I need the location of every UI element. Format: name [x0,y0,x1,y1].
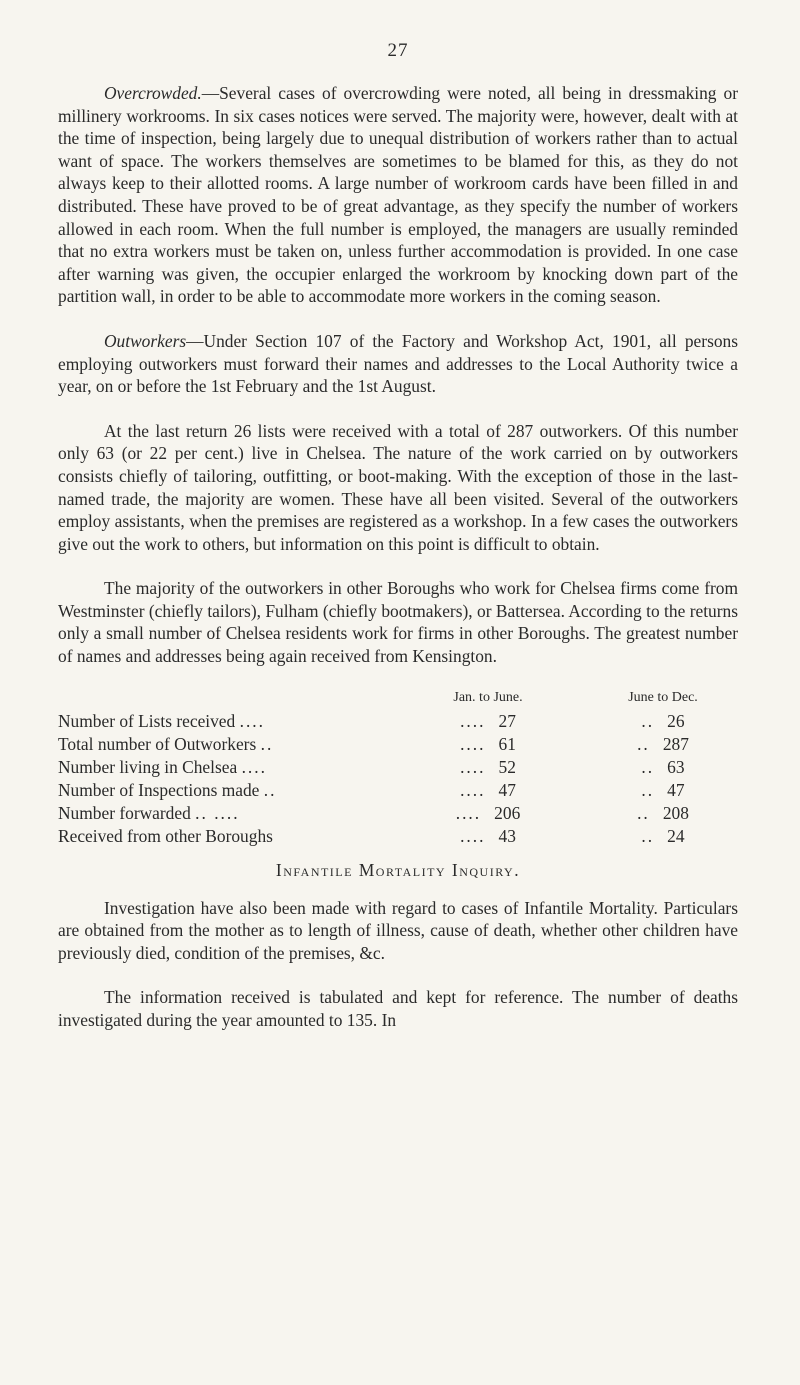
separator-dots: .. [641,825,655,846]
lead-outworkers: Outworkers [104,330,187,351]
separator-dots: .. [637,733,650,754]
value-june-dec: 287 [662,733,689,754]
header-june-dec: June to Dec. [628,689,698,705]
leader-dots: .... [241,756,267,777]
value-jan-june: 61 [498,733,516,754]
paragraph-investigation: Investigation have also been made with regard to cases of Infantile Mortality. Particulars are obtained from the mother as to length of illness, cause of death, whether other children have previously died, condition of the premises, &c. [58,897,738,963]
value-jan-june: 52 [498,756,516,777]
value-jan-june: 43 [498,825,516,846]
row-label: Number of Inspections made [58,779,260,800]
value-jan-june: 27 [498,710,516,731]
outworkers-table [58,690,738,848]
leader-dots: .. .... [195,802,240,823]
separator-dots: .. [637,802,650,823]
value-june-dec: 26 [667,710,685,731]
row-label: Number forwarded [58,802,191,823]
leader-dots: .... [460,756,486,777]
value-june-dec: 208 [662,802,689,823]
table-row [58,710,738,733]
document-page [58,40,738,1054]
paragraph-outworkers [58,330,738,398]
separator-dots: .. [641,756,655,777]
leader-dots: .... [239,710,265,731]
text-outworkers: —Under Section 107 of the Factory and Workshop Act, 1901, all persons employing outworkers must forward their names and addresses to the Local Authority twice a year, on or before the 1st February and the 1st August. [58,330,738,397]
separator-dots: .. [641,779,655,800]
paragraph-overcrowded [58,82,738,308]
value-june-dec: 47 [667,779,685,800]
leader-dots: .... [460,733,486,754]
leader-dots: .... [455,802,482,823]
table-row [58,802,738,825]
leader-dots: .... [460,779,486,800]
value-jan-june: 206 [494,802,521,823]
value-jan-june: 47 [498,779,516,800]
table-header-row [58,690,738,710]
separator-dots: .. [641,710,655,731]
leader-dots: .. [263,779,277,800]
value-june-dec: 24 [667,825,685,846]
leader-dots: .... [460,825,486,846]
row-label: Received from other Boroughs [58,825,273,846]
page-number: 27 [387,40,409,61]
leader-dots: .. [260,733,274,754]
table-row [58,779,738,802]
paragraph-information: The information received is tabulated and kept for reference. The number of deaths investigated during the year amounted to 135. In [58,987,738,1031]
row-label: Number of Lists received [58,710,236,731]
lead-overcrowded: Overcrowded. [104,83,202,103]
header-jan-june: Jan. to June. [453,689,523,705]
value-june-dec: 63 [667,756,685,777]
text-overcrowded: —Several cases of overcrowding were noted, all being in dressmaking or millinery workrooms. In six cases notices were served. The majority were, however, dealt with at the time of inspection, being largely due to unequal distribution of workers rather than to actual want of space. The workers themselves are sometimes to be blamed for this, as they do not always keep to their allotted rooms. A large number of workroom cards have been filled in and distributed. These have proved to be of great advantage, as they specify the number of workers allowed in each room. When the full number is employed, the managers are usually reminded that no extra workers must be taken on, unless further accommodation is provided. In one case after warning was given, the occupier enlarged the workroom by knocking down part of the partition wall, in order to be able to accommodate more workers in the coming season. [58,83,738,307]
leader-dots: .... [460,710,486,731]
table-row [58,756,738,779]
table-row [58,825,738,848]
section-heading-infantile-mortality: Infantile Mortality Inquiry. [275,859,521,880]
paragraph-last-return: At the last return 26 lists were received with a total of 287 outworkers. Of this number only 63 (or 22 per cent.) live in Chelsea. The nature of the work carried on by outworkers consists chiefly of tailoring, outfitting, or boot-making. With the exception of those in the last-named trade, the majority are women. These have all been visited. Several of the outworkers employ assistants, when the premises are registered as a workshop. In a few cases the outworkers give out the work to others, but information on this point is difficult to obtain. [58,420,738,554]
paragraph-other-boroughs: The majority of the outworkers in other Boroughs who work for Chelsea firms come from Westminster (chiefly tailors), Fulham (chiefly bootmakers), or Battersea. According to the returns only a small number of Chelsea residents work for firms in other Boroughs. The greatest number of names and addresses being again received from Kensington. [58,578,738,667]
row-label: Number living in Chelsea [58,756,238,777]
row-label: Total number of Outworkers [58,733,257,754]
table-row [58,733,738,756]
